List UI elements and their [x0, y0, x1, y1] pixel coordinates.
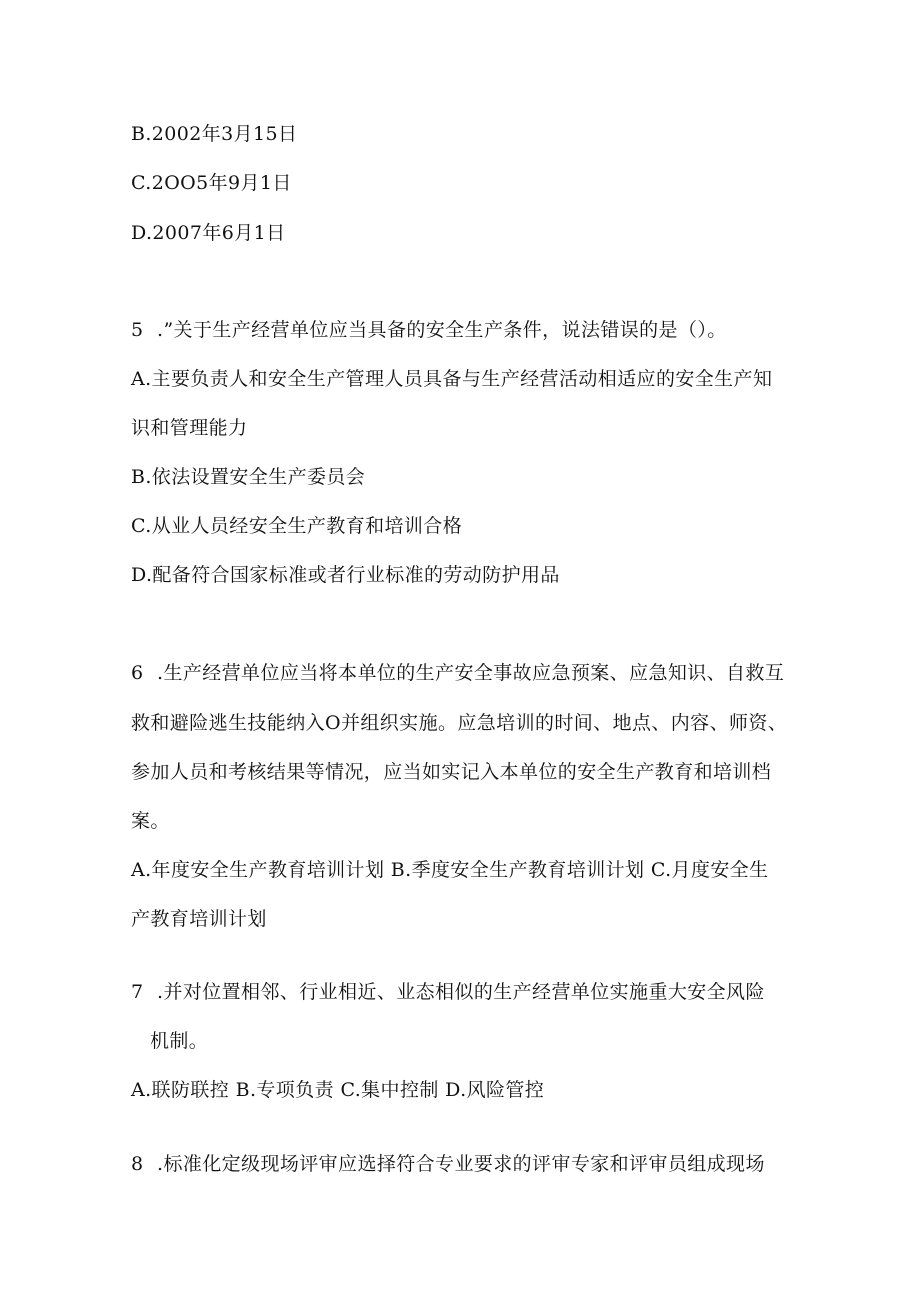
q8-number: 8	[131, 1153, 144, 1175]
q6-options-line1: A.年度安全生产教育培训计划 B.季度安全生产教育培训计划 C.月度安全生	[131, 859, 769, 881]
q5-option-d: D.配备符合国家标准或者行业标准的劳动防护用品	[131, 564, 560, 586]
q5-stem	[131, 318, 727, 342]
q7-number: 7	[131, 981, 144, 1003]
q5-option-a-line2: 识和管理能力	[131, 417, 248, 439]
q6-stem-line2: 救和避险逃生技能纳入O并组织实施。应急培训的时间、地点、内容、师资、	[131, 712, 788, 734]
q6-stem-text-line1: .生产经营单位应当将本单位的生产安全事故应急预案、应急知识、自救互	[157, 662, 785, 684]
q7-stem-text-line1: .并对位置相邻、行业相近、业态相似的生产经营单位实施重大安全风险	[157, 981, 765, 1003]
q5-stem-text: .”关于生产经营单位应当具备的安全生产条件，说法错误的是（）。	[157, 319, 727, 341]
q4-option-c: C.2OO5年9月1日	[131, 172, 292, 194]
q5-option-b: B.依法设置安全生产委员会	[131, 466, 366, 488]
q5-option-c: C.从业人员经安全生产教育和培训合格	[131, 515, 463, 537]
q4-option-d: D.2007年6月1日	[131, 222, 286, 244]
q5-option-a-line1: A.主要负责人和安全生产管理人员具备与生产经营活动相适应的安全生产知	[131, 368, 773, 390]
q6-stem-line4: 案。	[131, 810, 170, 832]
q4-option-b: B.2002年3月15日	[131, 123, 298, 145]
q7-stem-line2: 机制。	[150, 1030, 209, 1052]
q6-number: 6	[131, 662, 144, 684]
q6-stem-line1	[131, 661, 784, 685]
q7-stem-line1	[131, 980, 765, 1004]
q7-options: A.联防联控 B.专项负责 C.集中控制 D.风险管控	[131, 1079, 545, 1101]
q6-options-line2: 产教育培训计划	[131, 908, 267, 930]
q8-stem-line1	[131, 1152, 765, 1176]
q8-stem-text-line1: .标准化定级现场评审应选择符合专业要求的评审专家和评审员组成现场	[157, 1153, 765, 1175]
q6-stem-line3: 参加人员和考核结果等情况，应当如实记入本单位的安全生产教育和培训档	[131, 761, 772, 783]
q5-number: 5	[131, 319, 144, 341]
